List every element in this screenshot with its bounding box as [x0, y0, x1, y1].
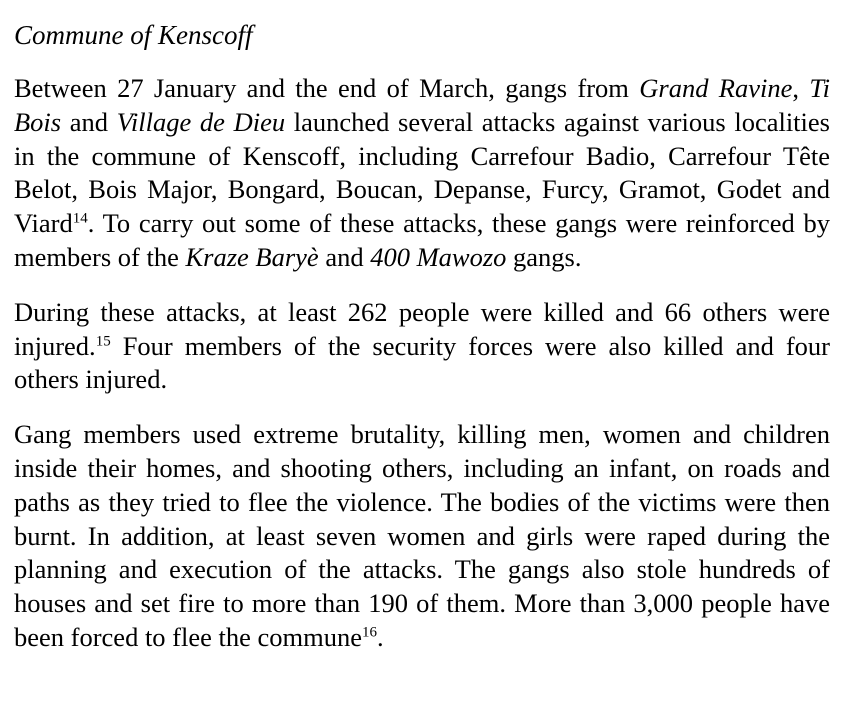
p1-text-5: . To carry out some of these attacks, these gangs were reinforced by members of the	[14, 208, 830, 272]
p2-text-1: During these attacks, at least 262 people were killed and 66 others were injured.	[14, 296, 830, 361]
footnote-ref-16[interactable]: 16	[362, 624, 378, 641]
paragraph-brutality	[14, 418, 830, 655]
p1-text-6: and	[318, 241, 371, 272]
p1-text-2: ,	[792, 73, 810, 103]
gang-kraze-barye: Kraze Baryè	[185, 241, 319, 272]
p1-text-3: and	[61, 106, 117, 137]
paragraph-casualties	[14, 296, 830, 397]
p2-text-2: Four members of the security forces were also killed and four others injured.	[14, 330, 830, 395]
place-village-de-dieu: Village de Dieu	[116, 106, 286, 137]
place-grand-ravine: Grand Ravine	[639, 73, 793, 103]
p1-text-7: gangs.	[506, 241, 582, 272]
p3-text-2: .	[377, 621, 384, 652]
footnote-ref-14[interactable]: 14	[72, 210, 88, 227]
paragraph-attacks	[14, 72, 830, 275]
p1-text-1: Between 27 January and the end of March, gangs from	[14, 73, 640, 103]
p3-text-1: Gang members used extreme brutality, killing men, women and children inside their homes, and shooting others, including an infant, on roads and paths as they tried to flee the violence. The bodies of the victims were then burnt. In addition, at least seven women and girls were raped during the planning and execution of the attacks. The gangs also stole hundreds of houses and set fire to more than 190 of them. More than 3,000 people have been forced to flee the commune	[14, 419, 830, 652]
section-heading: Commune of Kenscoff	[14, 20, 253, 50]
footnote-ref-15[interactable]: 15	[95, 333, 111, 350]
place-ti-bois: Ti Bois	[14, 73, 831, 137]
document-page	[14, 18, 830, 655]
p1-text-4: launched several attacks against various localities in the commune of Kenscoff, including Carrefour Badio, Carrefour Tête Belot, Bois Major, Bongard, Boucan, Depanse, Furcy, Gramot, Godet and Viard	[14, 106, 830, 239]
gang-400-mawozo: 400 Mawozo	[370, 241, 507, 272]
